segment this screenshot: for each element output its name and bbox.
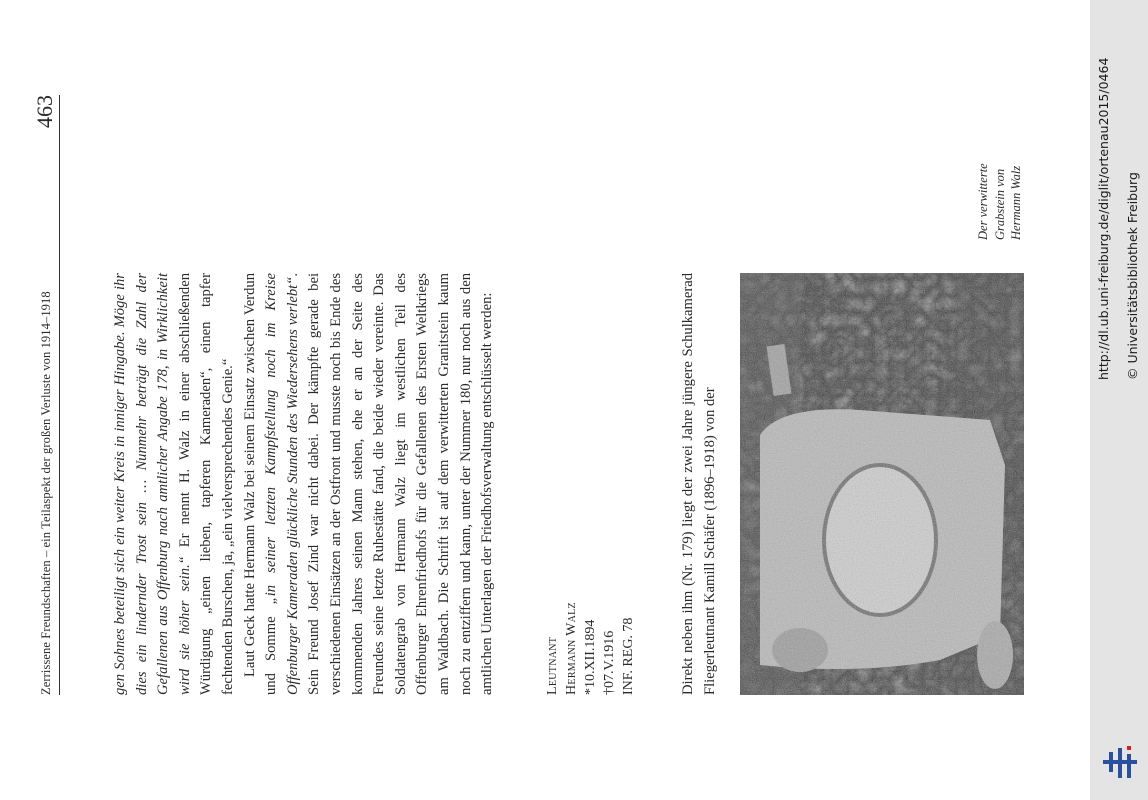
paragraph-1-rest: Er nennt H. Walz in einer abschließenden Würdigung „einen lieben, tapferen Kameraden“, einen tapfer fechtenden Burschen, ja, „ein vielversprechendes Genie.“	[176, 273, 236, 695]
paragraph-3: Direkt neben ihm (Nr. 179) liegt der zwei Jahre jüngere Schulkamerad Fliegerleutnant Kamill Schäfer (1896–1918) von der	[680, 273, 718, 695]
epitaph-rank: Leutnant	[544, 636, 560, 695]
quote-italic-2: „in seiner letzten Kampfstellung noch im Kreise Offenburger Kameraden glückliche Stunden des Wiedersehens verlebt“	[263, 273, 301, 695]
page-number: 463	[32, 95, 57, 128]
caption-line: Hermann Walz	[1009, 165, 1023, 240]
paragraph-2-start: Laut Geck hatte Hermann Walz bei seinem Einsatz zwischen Verdun und Somme	[241, 273, 280, 695]
paragraph-2	[240, 273, 499, 695]
main-text-column	[110, 273, 678, 695]
page-header	[28, 95, 60, 695]
source-url-link[interactable]: http://dl.ub.uni-freiburg.de/diglit/ortenau2015/0464	[1096, 57, 1111, 380]
copyright-text: © Universitätsbibliothek Freiburg	[1125, 172, 1140, 380]
ub-freiburg-logo-icon	[1100, 742, 1140, 782]
paragraph-1	[110, 273, 240, 695]
epitaph-block	[543, 273, 638, 695]
caption-line: Der verwitterte	[976, 163, 990, 240]
epitaph-name: Hermann Walz	[563, 602, 579, 695]
epitaph-died: †07.V.1916	[601, 630, 617, 695]
paragraph-2-rest: . Sein Freund Josef Zind war nicht dabei. Der kämpfte gerade bei verschiedenen Einsätzen an der Ostfront und musste noch bis Ende des kommenden Jahres seinen Mann stehen, ehe er an der Seite des Freundes seine letzte Ruhestätte fand, die beide wieder vereinte. Das Soldatengrab von Hermann Walz liegt im westlichen Teil des Offenburger Ehrenfriedhofs für die Gefallenen des Ersten Weltkriegs am Waldbach. Die Schrift ist auf dem verwitterten Granitstein kaum noch zu entziffern und kann, unter der Nummer 180, nur noch aus den amtlichen Unterlagen der Friedhofsverwaltung entschlüsselt werden:	[284, 273, 496, 695]
epitaph-born: *10.XII.1894	[582, 619, 598, 695]
quote-italic: gen Sohnes beteiligt sich ein weiter Kreis in inniger Hingabe. Möge ihr dies ein lindernder Trost sein … Nunmehr beträgt die Zahl der Gefallenen aus Offenburg nach amtlicher Angabe 178, in Wirklichkeit wird sie höher sein.“	[112, 273, 193, 695]
figure-caption	[975, 100, 1025, 240]
continuation-text	[678, 273, 721, 695]
running-head: Zerrissene Freundschaften – ein Teilaspekt der großen Verluste von 1914–1918	[39, 291, 53, 695]
epitaph-unit: INF. REG. 78	[620, 617, 636, 695]
caption-line: Grabstein von	[992, 168, 1007, 240]
gravestone-photo	[740, 273, 1024, 695]
